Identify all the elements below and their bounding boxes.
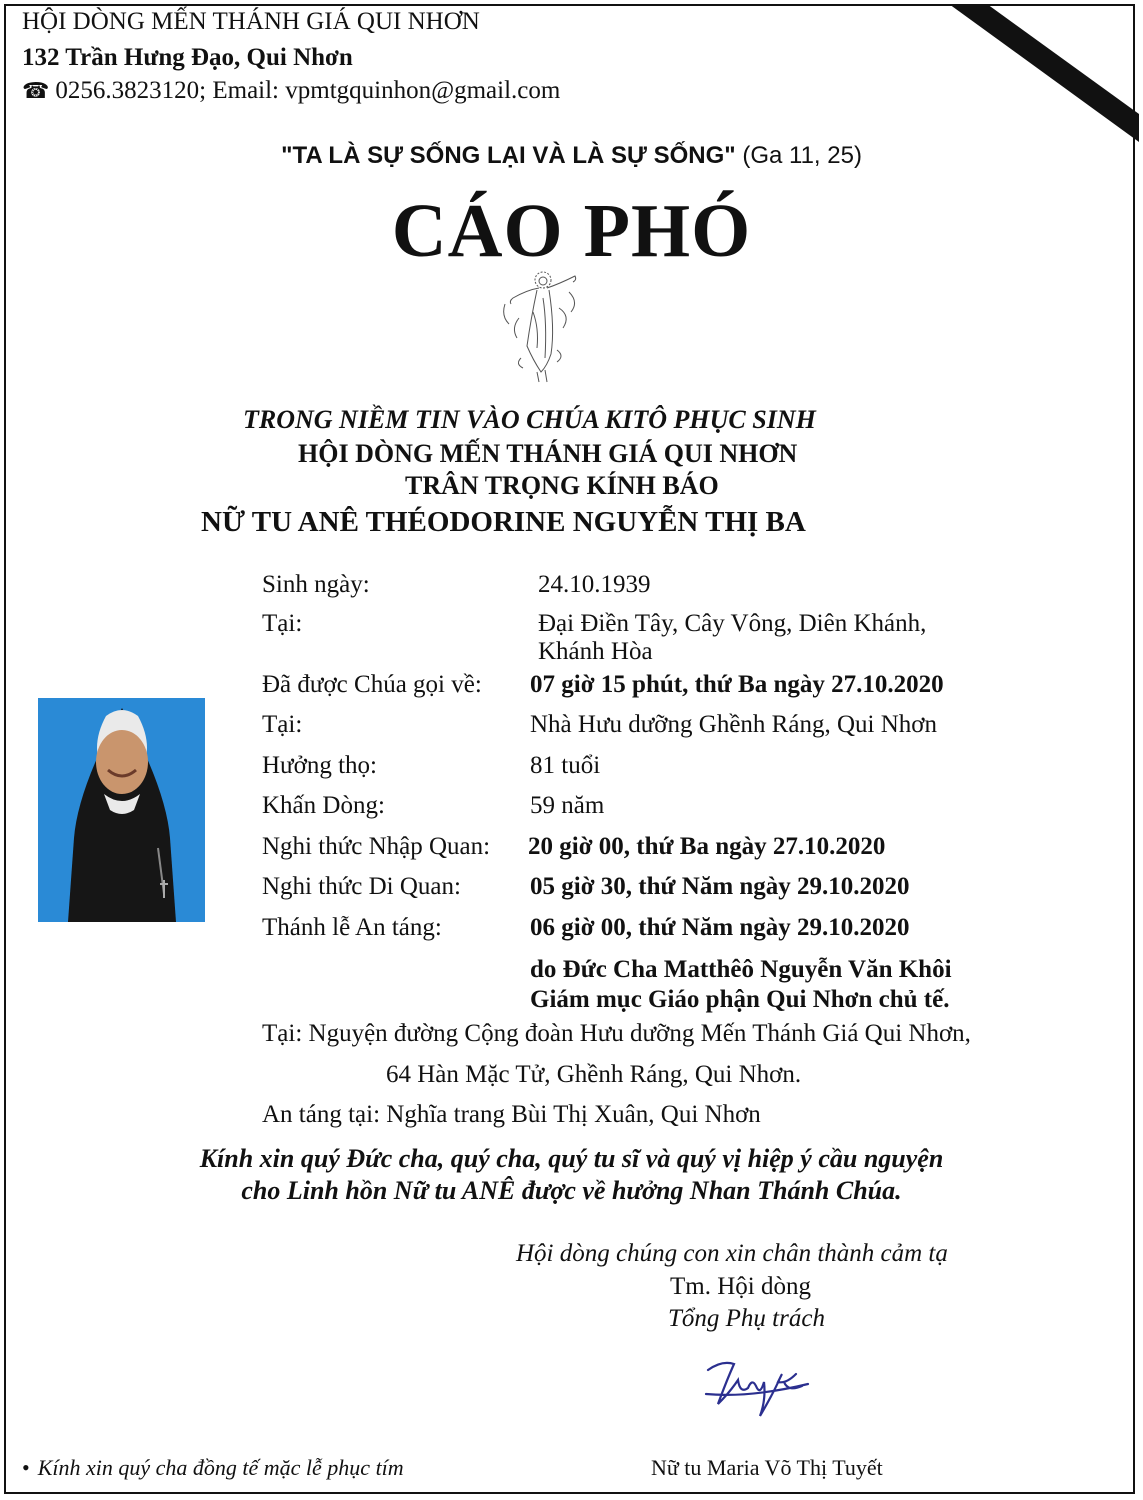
quote-text: "TA LÀ SỰ SỐNG LẠI VÀ LÀ SỰ SỐNG" bbox=[281, 142, 736, 169]
role-line: Tổng Phụ trách bbox=[668, 1305, 825, 1332]
age-label: Hưởng thọ: bbox=[262, 752, 377, 779]
celebrant-line2: Giám mục Giáo phận Qui Nhơn chủ tế. bbox=[530, 986, 950, 1013]
venue-line1: Tại: Nguyện đường Cộng đoàn Hưu dưỡng Mến Thánh Giá Qui Nhơn, bbox=[262, 1020, 971, 1047]
contact-text: 0256.3823120; Email: vpmtgquinhon@gmail.com bbox=[55, 77, 561, 104]
age-value: 81 tuổi bbox=[530, 752, 601, 779]
org-contact bbox=[22, 77, 560, 105]
encoffin-label: Nghi thức Nhập Quan: bbox=[262, 833, 491, 860]
risen-christ-illustration bbox=[497, 268, 582, 386]
org-name: HỘI DÒNG MẾN THÁNH GIÁ QUI NHƠN bbox=[22, 8, 480, 35]
celebrant-line1: do Đức Cha Matthêô Nguyễn Văn Khôi bbox=[530, 956, 952, 983]
vestment-note-text: Kính xin quý cha đồng tế mặc lễ phục tím bbox=[37, 1455, 404, 1480]
announce-line: TRÂN TRỌNG KÍNH BÁO bbox=[405, 471, 719, 500]
transfer-label: Nghi thức Di Quan: bbox=[262, 873, 461, 900]
phone-icon: ☎ bbox=[22, 79, 50, 104]
death-label: Đã được Chúa gọi về: bbox=[262, 671, 482, 698]
birth-value: 24.10.1939 bbox=[538, 571, 651, 598]
deceased-name: NỮ TU ANÊ THÉODORINE NGUYỄN THỊ BA bbox=[201, 506, 806, 538]
mourning-ribbon bbox=[949, 4, 1139, 144]
birth-place-line2: Khánh Hòa bbox=[538, 638, 653, 665]
prayer-request-line1: Kính xin quý Đức cha, quý cha, quý tu sĩ và quý vị hiệp ý cầu nguyện bbox=[199, 1144, 944, 1173]
bullet-icon: • bbox=[22, 1455, 30, 1480]
venue-line2: 64 Hàn Mặc Tử, Ghềnh Ráng, Qui Nhơn. bbox=[386, 1061, 802, 1088]
mass-value: 06 giờ 00, thứ Năm ngày 29.10.2020 bbox=[530, 914, 910, 941]
thanks-line: Hội dòng chúng con xin chân thành cảm tạ bbox=[516, 1240, 948, 1267]
birth-place-line1: Đại Điền Tây, Cây Vông, Diên Khánh, bbox=[538, 610, 927, 637]
portrait-photo bbox=[38, 698, 205, 922]
signer-name: Nữ tu Maria Võ Thị Tuyết bbox=[651, 1455, 883, 1480]
vow-value: 59 năm bbox=[530, 792, 605, 819]
death-place-label: Tại: bbox=[262, 711, 303, 738]
death-value: 07 giờ 15 phút, thứ Ba ngày 27.10.2020 bbox=[530, 671, 944, 698]
burial-place: An táng tại: Nghĩa trang Bùi Thị Xuân, Qui Nhơn bbox=[262, 1101, 761, 1128]
on-behalf-line: Tm. Hội dòng bbox=[670, 1273, 811, 1300]
mass-label: Thánh lễ An táng: bbox=[262, 914, 442, 941]
page-title: CÁO PHÓ bbox=[391, 189, 752, 273]
prayer-request-line2: cho Linh hồn Nữ tu ANÊ được về hưởng Nhan Thánh Chúa. bbox=[241, 1176, 902, 1205]
birth-label: Sinh ngày: bbox=[262, 571, 370, 598]
death-place-value: Nhà Hưu dưỡng Ghềnh Ráng, Qui Nhơn bbox=[530, 711, 937, 738]
congregation-line: HỘI DÒNG MẾN THÁNH GIÁ QUI NHƠN bbox=[298, 439, 798, 468]
transfer-value: 05 giờ 30, thứ Năm ngày 29.10.2020 bbox=[530, 873, 910, 900]
encoffin-value: 20 giờ 00, thứ Ba ngày 27.10.2020 bbox=[528, 833, 886, 860]
org-address: 132 Trần Hưng Đạo, Qui Nhơn bbox=[22, 44, 353, 71]
faith-line: TRONG NIỀM TIN VÀO CHÚA KITÔ PHỤC SINH bbox=[243, 405, 816, 434]
vow-label: Khấn Dòng: bbox=[262, 792, 385, 819]
birth-place-label: Tại: bbox=[262, 610, 303, 637]
vestment-note bbox=[22, 1455, 404, 1481]
handwritten-signature bbox=[700, 1352, 820, 1422]
quote-reference: (Ga 11, 25) bbox=[735, 142, 862, 169]
scripture-quote bbox=[0, 142, 1143, 170]
